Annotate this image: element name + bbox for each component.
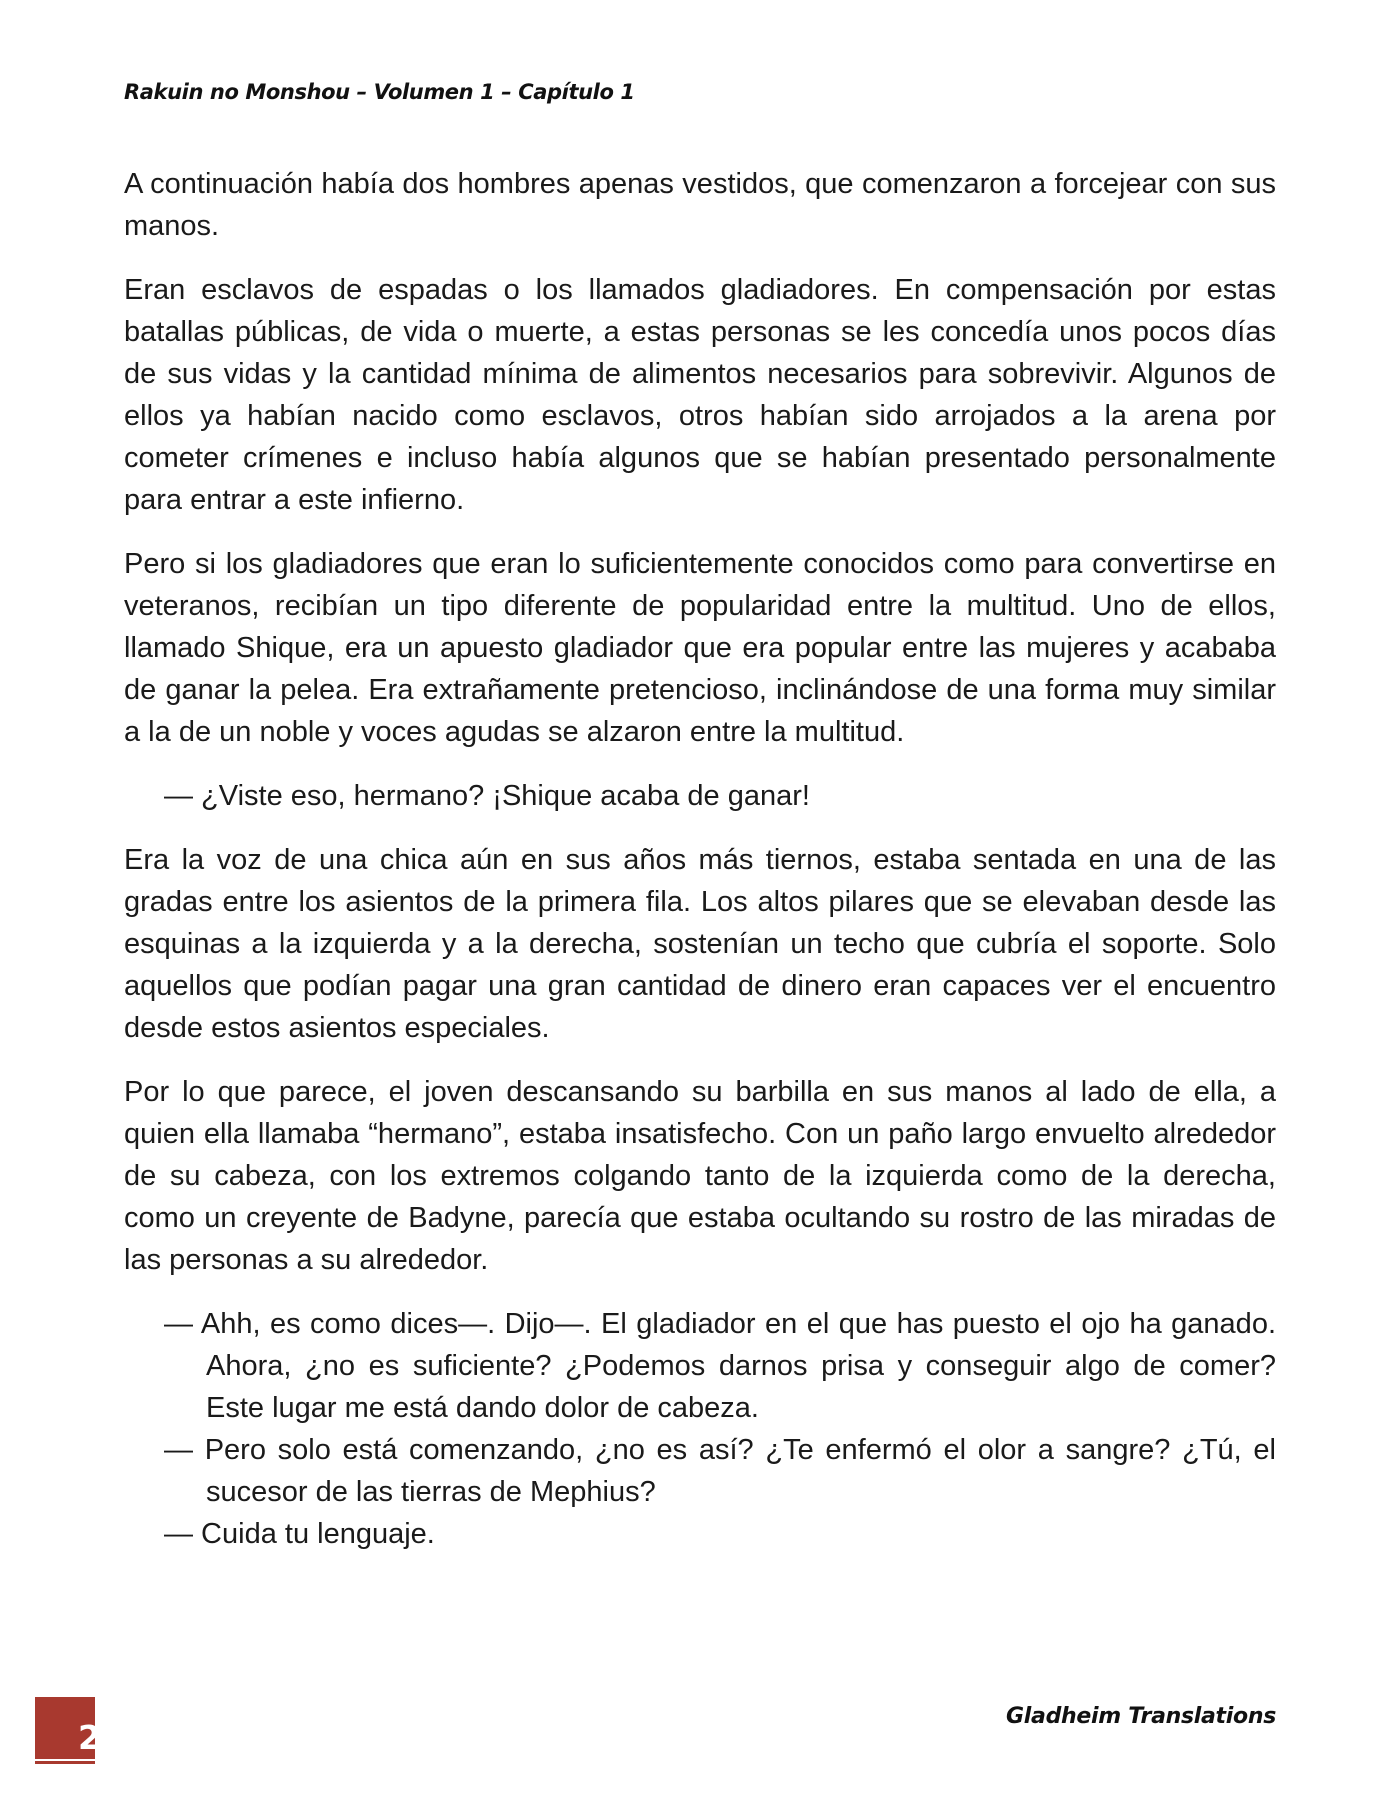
paragraph: Eran esclavos de espadas o los llamados gladiadores. En compensación por estas batallas públicas, de vida o muerte, a estas personas se les concedía unos pocos días de sus vidas y la cantidad mínima de alimentos necesarios para sobrevivir. Algunos de ellos ya habían nacido como esclavos, otros habían sido arrojados a la arena por cometer crímenes e incluso había algunos que se habían presentado personalmente para entrar a este infierno. bbox=[124, 274, 1276, 516]
paragraph: Pero si los gladiadores que eran lo suficientemente conocidos como para convertirse en veteranos, recibían un tipo diferente de popularidad entre la multitud. Uno de ellos, llamado Shique, era un apuesto gladiador que era popular entre las mujeres y acababa de ganar la pelea. Era extrañamente pretencioso, inclinándose de una forma muy similar a la de un noble y voces agudas se alzaron entre la multitud. bbox=[124, 548, 1276, 748]
page-number: 2 bbox=[78, 1718, 101, 1757]
paragraph: Era la voz de una chica aún en sus años más tiernos, estaba sentada en una de las gradas entre los asientos de la primera fila. Los altos pilares que se elevaban desde las esquinas a la izquierda y a la derecha, sostenían un techo que cubría el soporte. Solo aquellos que podían pagar una gran cantidad de dinero eran capaces ver el encuentro desde estos asientos especiales. bbox=[124, 844, 1276, 1044]
paragraph: A continuación había dos hombres apenas vestidos, que comenzaron a forcejear con sus manos. bbox=[124, 168, 1276, 242]
dialogue-line: — Pero solo está comenzando, ¿no es así? ¿Te enfermó el olor a sangre? ¿Tú, el sucesor de las tierras de Mephius? bbox=[164, 1434, 1276, 1508]
running-header: Rakuin no Monshou – Volumen 1 – Capítulo 1 bbox=[124, 80, 635, 104]
dialogue-block bbox=[124, 1303, 1276, 1555]
dialogue-line: — Cuida tu lenguaje. bbox=[164, 1518, 435, 1550]
paragraph: Por lo que parece, el joven descansando su barbilla en sus manos al lado de ella, a quien ella llamaba “hermano”, estaba insatisfecho. Con un paño largo envuelto alrededor de su cabeza, con los extremos colgando tanto de la izquierda como de la derecha, como un creyente de Badyne, parecía que estaba ocultando su rostro de las miradas de las personas a su alrededor. bbox=[124, 1076, 1276, 1276]
dialogue-line: — Ahh, es como dices—. Dijo—. El gladiador en el que has puesto el ojo ha ganado. Ahora, ¿no es suficiente? ¿Podemos darnos prisa y conseguir algo de comer? Este lugar me está dando dolor de cabeza. bbox=[164, 1308, 1276, 1424]
chapter-body bbox=[124, 163, 1276, 1577]
translator-credit: Gladheim Translations bbox=[1006, 1704, 1276, 1729]
dialogue-line: — ¿Viste eso, hermano? ¡Shique acaba de ganar! bbox=[164, 780, 810, 812]
page-number-underline bbox=[35, 1761, 95, 1764]
